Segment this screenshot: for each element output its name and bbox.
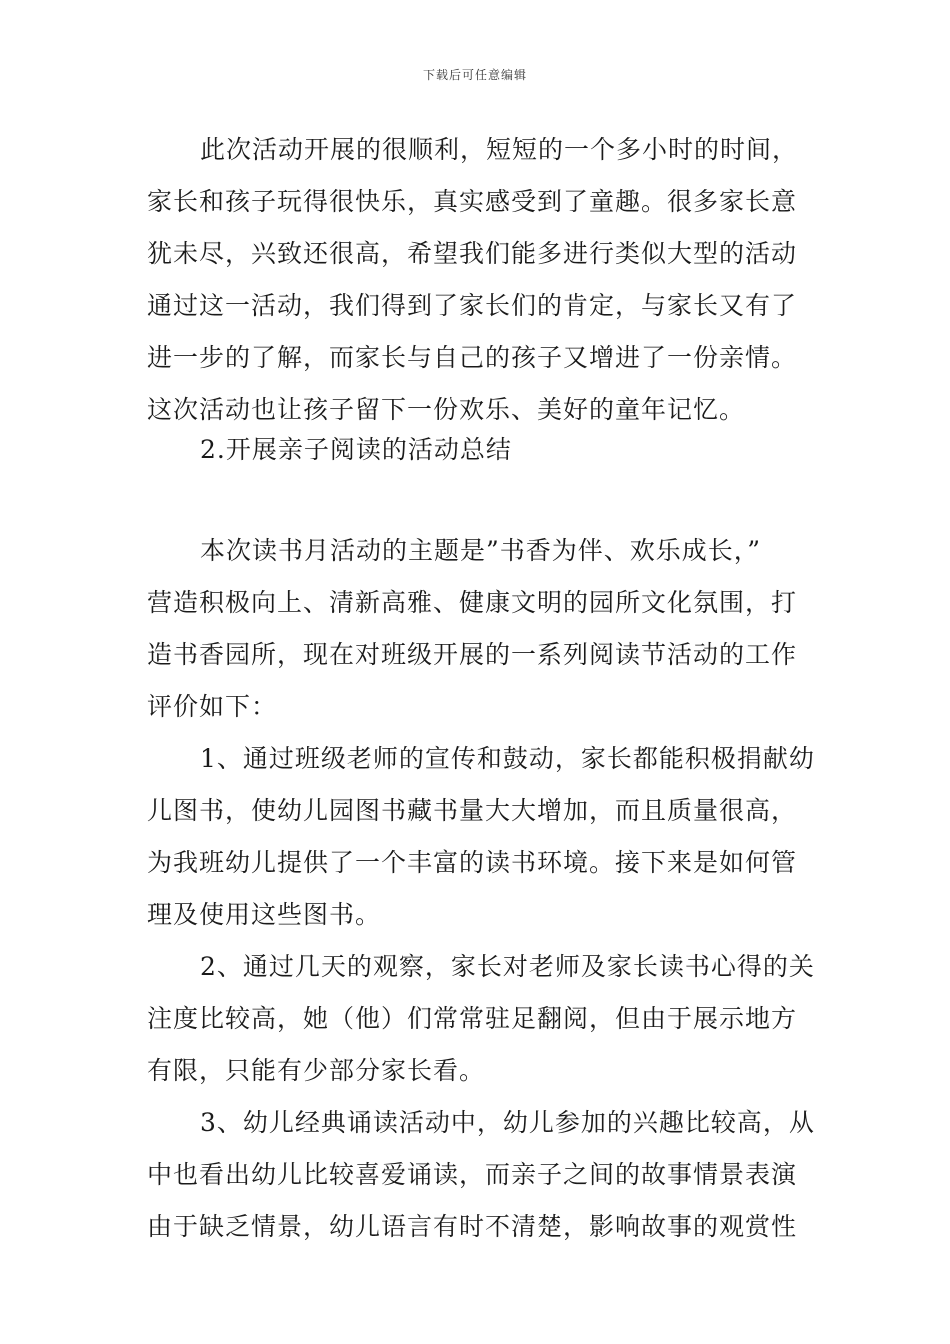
text-line: 1、通过班级老师的宣传和鼓动，家长都能积极捐献幼 bbox=[200, 744, 815, 773]
page-header-note: 下载后可任意编辑 bbox=[422, 68, 527, 82]
paragraph-reading-month bbox=[147, 525, 815, 1253]
text-line: 本次读书月活动的主题是”书香为伴、欢乐成长，” bbox=[200, 536, 762, 565]
text-line: 通过这一活动，我们得到了家长们的肯定，与家长又有了 bbox=[147, 291, 798, 320]
text-line: 造书香园所，现在对班级开展的一系列阅读节活动的工作 bbox=[147, 640, 798, 669]
section-heading bbox=[147, 424, 812, 476]
text-line: 理及使用这些图书。 bbox=[147, 900, 382, 929]
text-line: 犹未尽，兴致还很高，希望我们能多进行类似大型的活动 bbox=[147, 239, 798, 268]
text-line: 这次活动也让孩子留下一份欢乐、美好的童年记忆。 bbox=[147, 395, 746, 424]
text-line: 进一步的了解，而家长与自己的孩子又增进了一份亲情。 bbox=[147, 343, 798, 372]
section-heading-text: 2.开展亲子阅读的活动总结 bbox=[200, 435, 512, 464]
text-line: 由于缺乏情景，幼儿语言有时不清楚，影响故事的观赏性 bbox=[147, 1212, 798, 1241]
text-line: 有限，只能有少部分家长看。 bbox=[147, 1056, 486, 1085]
text-line: 为我班幼儿提供了一个丰富的读书环境。接下来是如何管 bbox=[147, 848, 798, 877]
text-line: 家长和孩子玩得很快乐，真实感受到了童趣。很多家长意 bbox=[147, 187, 798, 216]
text-line: 营造积极向上、清新高雅、健康文明的园所文化氛围，打 bbox=[147, 588, 798, 617]
paragraph-activity-summary bbox=[147, 124, 812, 436]
text-line: 中也看出幼儿比较喜爱诵读，而亲子之间的故事情景表演 bbox=[147, 1160, 798, 1189]
text-line: 2、通过几天的观察，家长对老师及家长读书心得的关 bbox=[200, 952, 815, 981]
text-line: 儿图书，使幼儿园图书藏书量大大增加，而且质量很高， bbox=[147, 796, 798, 825]
text-line: 评价如下： bbox=[147, 692, 278, 721]
text-line: 3、幼儿经典诵读活动中，幼儿参加的兴趣比较高，从 bbox=[200, 1108, 815, 1137]
text-line: 此次活动开展的很顺利，短短的一个多小时的时间， bbox=[200, 135, 799, 164]
text-line: 注度比较高，她（他）们常常驻足翻阅，但由于展示地方 bbox=[147, 1004, 798, 1033]
